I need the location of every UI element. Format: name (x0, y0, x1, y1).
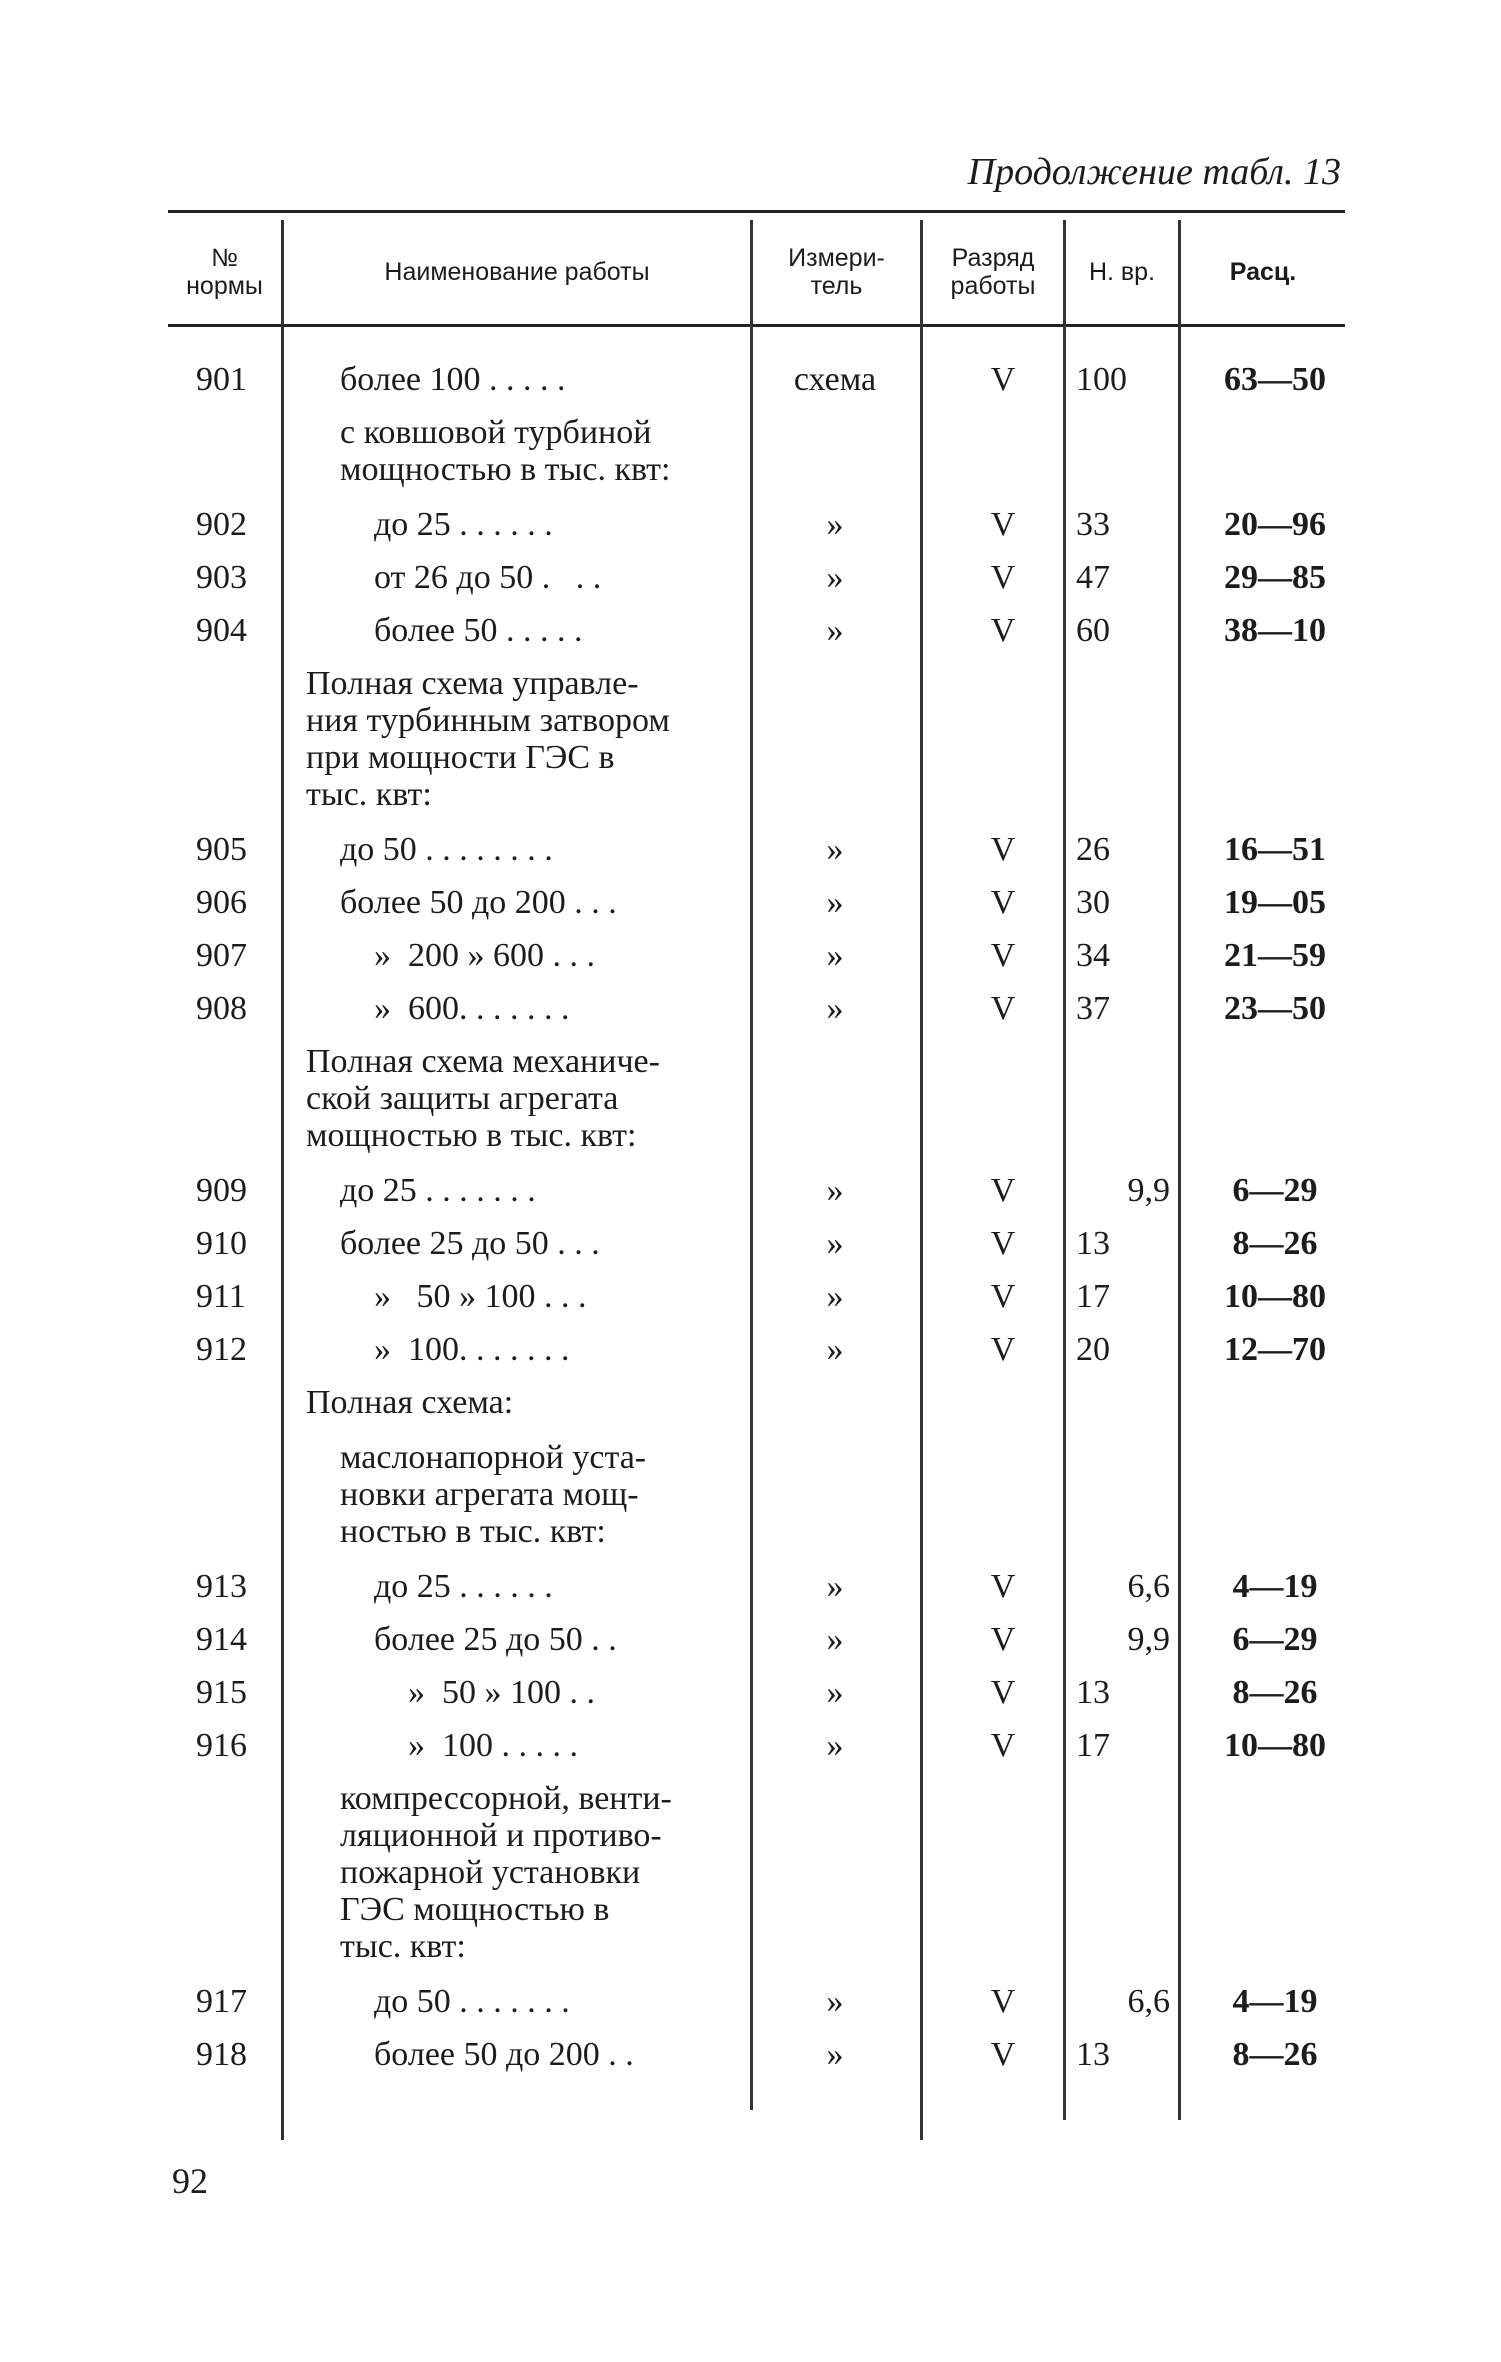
work-grade: V (990, 1983, 1016, 2020)
work-grade: V (990, 1621, 1016, 1658)
time-norm: 34 (1076, 937, 1110, 974)
time-norm: 30 (1076, 884, 1110, 921)
time-norm: 9,9 (1127, 1172, 1170, 1209)
header-price: Расц. (1229, 258, 1297, 286)
norm-number: 904 (196, 612, 247, 649)
group-heading-line: маслонапорной уста- (340, 1439, 647, 1476)
unit-of-measure: » (826, 1983, 844, 2020)
norm-number: 915 (196, 1674, 247, 1711)
norm-number: 914 (196, 1621, 247, 1658)
unit-of-measure: » (826, 1674, 844, 1711)
group-heading-line: Полная схема: (306, 1384, 514, 1421)
work-description: » 100 . . . . . (408, 1727, 578, 1764)
work-grade: V (990, 506, 1016, 543)
time-norm: 13 (1076, 1674, 1110, 1711)
group-heading-line: новки агрегата мощ- (340, 1476, 639, 1513)
price-rate: 6—29 (1232, 1621, 1318, 1658)
table-continuation-caption: Продолжение табл. 13 (967, 151, 1341, 193)
unit-of-measure: » (826, 1621, 844, 1658)
work-description: более 25 до 50 . . . (340, 1225, 600, 1262)
time-norm: 33 (1076, 506, 1110, 543)
unit-of-measure: » (826, 1568, 844, 1605)
price-rate: 16—51 (1224, 831, 1326, 868)
price-rate: 10—80 (1224, 1278, 1326, 1315)
price-rate: 4—19 (1232, 1983, 1318, 2020)
group-heading-line: тыс. квт: (340, 1928, 466, 1965)
work-description: » 200 » 600 . . . (374, 937, 595, 974)
price-rate: 4—19 (1232, 1568, 1318, 1605)
time-norm: 37 (1076, 990, 1110, 1027)
header-norm-number: № нормы (186, 244, 263, 300)
group-heading-line: ляционной и противо- (340, 1817, 662, 1854)
work-description: до 50 . . . . . . . . (340, 831, 553, 868)
norm-number: 903 (196, 559, 247, 596)
price-rate: 8—26 (1232, 1674, 1318, 1711)
norm-number: 917 (196, 1983, 247, 2020)
norm-number: 901 (196, 361, 247, 398)
group-heading-line: ГЭС мощностью в (340, 1891, 610, 1928)
group-heading-line: при мощности ГЭС в (306, 739, 615, 776)
price-rate: 19—05 (1224, 884, 1326, 921)
unit-of-measure: » (826, 506, 844, 543)
work-grade: V (990, 612, 1016, 649)
work-grade: V (990, 1331, 1016, 1368)
time-norm: 60 (1076, 612, 1110, 649)
price-rate: 8—26 (1232, 2036, 1318, 2073)
work-description: » 600. . . . . . . (374, 990, 570, 1027)
page-number: 92 (172, 2161, 208, 2201)
work-grade: V (990, 559, 1016, 596)
price-rate: 23—50 (1224, 990, 1326, 1027)
work-grade: V (990, 1225, 1016, 1262)
work-grade: V (990, 1727, 1016, 1764)
work-description: от 26 до 50 . . . (374, 559, 602, 596)
price-rate: 12—70 (1224, 1331, 1326, 1368)
group-heading-line: ния турбинным затвором (306, 702, 670, 739)
price-rate: 38—10 (1224, 612, 1326, 649)
norm-number: 902 (196, 506, 247, 543)
work-grade: V (990, 1674, 1016, 1711)
time-norm: 100 (1076, 361, 1127, 398)
price-rate: 29—85 (1224, 559, 1326, 596)
unit-of-measure: » (826, 831, 844, 868)
price-rate: 63—50 (1224, 361, 1326, 398)
work-grade: V (990, 937, 1016, 974)
work-description: до 25 . . . . . . (374, 1568, 553, 1605)
work-grade: V (990, 2036, 1016, 2073)
time-norm: 17 (1076, 1727, 1110, 1764)
time-norm: 20 (1076, 1331, 1110, 1368)
unit-of-measure: » (826, 2036, 844, 2073)
norm-number: 907 (196, 937, 247, 974)
work-grade: V (990, 831, 1016, 868)
norm-number: 910 (196, 1225, 247, 1262)
norm-number: 911 (196, 1278, 246, 1315)
header-unit: Измери- тель (788, 244, 885, 300)
unit-of-measure: схема (793, 361, 877, 398)
work-grade: V (990, 1172, 1016, 1209)
work-description: более 50 до 200 . . (374, 2036, 634, 2073)
unit-of-measure: » (826, 990, 844, 1027)
time-norm: 13 (1076, 1225, 1110, 1262)
work-grade: V (990, 1278, 1016, 1315)
time-norm: 9,9 (1127, 1621, 1170, 1658)
group-heading-line: тыс. квт: (306, 776, 432, 813)
work-description: более 25 до 50 . . (374, 1621, 617, 1658)
work-grade: V (990, 884, 1016, 921)
group-heading-line: мощностью в тыс. квт: (306, 1117, 637, 1154)
time-norm: 6,6 (1127, 1568, 1170, 1605)
unit-of-measure: » (826, 1278, 844, 1315)
work-description: до 25 . . . . . . (374, 506, 553, 543)
group-heading-line: пожарной установки (340, 1854, 641, 1891)
norm-number: 905 (196, 831, 247, 868)
group-heading-line: ской защиты агрегата (306, 1080, 619, 1117)
price-rate: 20—96 (1224, 506, 1326, 543)
time-norm: 13 (1076, 2036, 1110, 2073)
work-description: » 100. . . . . . . (374, 1331, 570, 1368)
norm-number: 916 (196, 1727, 247, 1764)
unit-of-measure: » (826, 1331, 844, 1368)
time-norm: 6,6 (1127, 1983, 1170, 2020)
work-description: до 50 . . . . . . . (374, 1983, 570, 2020)
work-description: более 100 . . . . . (340, 361, 566, 398)
unit-of-measure: » (826, 1172, 844, 1209)
work-description: до 25 . . . . . . . (340, 1172, 536, 1209)
norm-number: 918 (196, 2036, 247, 2073)
price-rate: 8—26 (1232, 1225, 1318, 1262)
work-description: более 50 до 200 . . . (340, 884, 617, 921)
price-rate: 10—80 (1224, 1727, 1326, 1764)
work-description: более 50 . . . . . (374, 612, 583, 649)
price-rate: 6—29 (1232, 1172, 1318, 1209)
time-norm: 17 (1076, 1278, 1110, 1315)
work-grade: V (990, 361, 1016, 398)
group-heading-line: мощностью в тыс. квт: (340, 451, 671, 488)
unit-of-measure: » (826, 559, 844, 596)
group-heading-line: компрессорной, венти- (340, 1780, 672, 1817)
unit-of-measure: » (826, 1225, 844, 1262)
work-description: » 50 » 100 . . (408, 1674, 595, 1711)
work-grade: V (990, 990, 1016, 1027)
group-heading-line: ностью в тыс. квт: (340, 1513, 606, 1550)
unit-of-measure: » (826, 612, 844, 649)
norm-number: 913 (196, 1568, 247, 1605)
unit-of-measure: » (826, 1727, 844, 1764)
norm-number: 909 (196, 1172, 247, 1209)
group-heading-line: Полная схема механиче- (306, 1043, 660, 1080)
group-heading-line: с ковшовой турбиной (340, 414, 652, 451)
header-time-norm: Н. вр. (1088, 258, 1156, 286)
header-work-name: Наименование работы (384, 258, 650, 286)
norm-number: 908 (196, 990, 247, 1027)
group-heading-line: Полная схема управле- (306, 665, 639, 702)
header-grade: Разряд работы (950, 244, 1036, 300)
unit-of-measure: » (826, 884, 844, 921)
norm-number: 906 (196, 884, 247, 921)
time-norm: 47 (1076, 559, 1110, 596)
work-grade: V (990, 1568, 1016, 1605)
price-rate: 21—59 (1224, 937, 1326, 974)
norm-number: 912 (196, 1331, 247, 1368)
time-norm: 26 (1076, 831, 1110, 868)
unit-of-measure: » (826, 937, 844, 974)
work-description: » 50 » 100 . . . (374, 1278, 587, 1315)
